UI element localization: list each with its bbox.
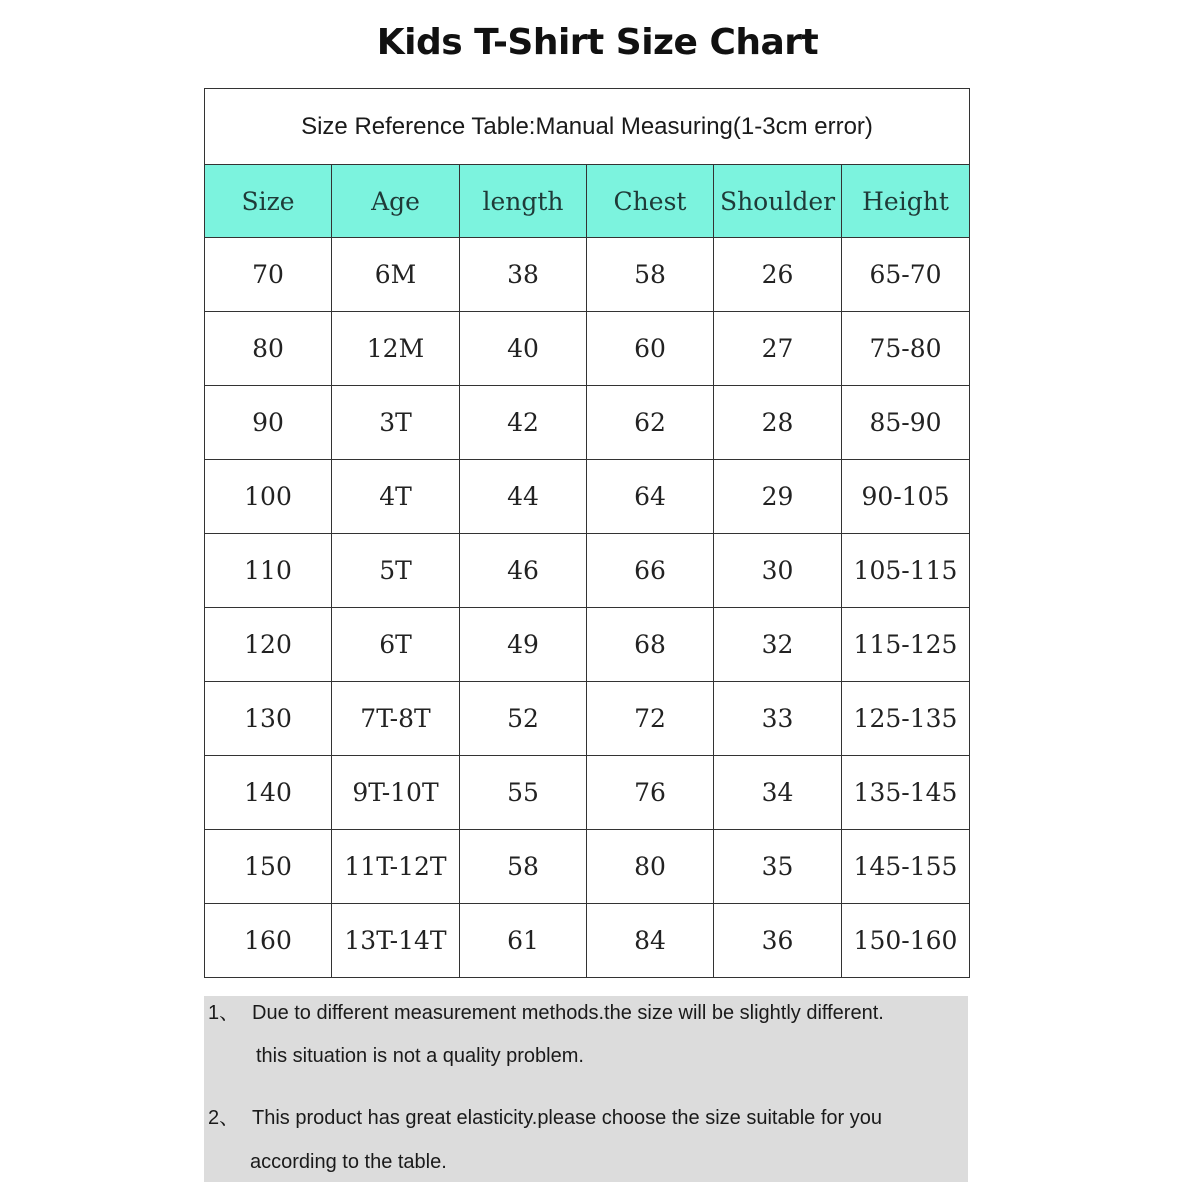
cell-length: 49 bbox=[460, 608, 587, 682]
cell-length: 44 bbox=[460, 460, 587, 534]
cell-size: 70 bbox=[205, 238, 332, 312]
cell-size: 160 bbox=[205, 904, 332, 978]
note-1-line-2: this situation is not a quality problem. bbox=[256, 1045, 584, 1067]
column-header-shoulder: Shoulder bbox=[714, 165, 842, 238]
note-1-number: 1、 bbox=[208, 1002, 240, 1024]
cell-chest: 76 bbox=[587, 756, 714, 830]
cell-height: 115-125 bbox=[842, 608, 970, 682]
cell-size: 80 bbox=[205, 312, 332, 386]
cell-shoulder: 36 bbox=[714, 904, 842, 978]
cell-length: 42 bbox=[460, 386, 587, 460]
cell-age: 4T bbox=[332, 460, 460, 534]
cell-shoulder: 30 bbox=[714, 534, 842, 608]
table-row bbox=[205, 238, 970, 312]
cell-length: 55 bbox=[460, 756, 587, 830]
cell-length: 58 bbox=[460, 830, 587, 904]
cell-height: 65-70 bbox=[842, 238, 970, 312]
cell-chest: 72 bbox=[587, 682, 714, 756]
cell-chest: 68 bbox=[587, 608, 714, 682]
cell-length: 61 bbox=[460, 904, 587, 978]
table-row bbox=[205, 830, 970, 904]
cell-size: 110 bbox=[205, 534, 332, 608]
note-1-text: Due to different measurement methods.the size will be slightly different. bbox=[252, 1002, 884, 1024]
table-row bbox=[205, 756, 970, 830]
cell-shoulder: 32 bbox=[714, 608, 842, 682]
cell-age: 6T bbox=[332, 608, 460, 682]
note-2-line-2: according to the table. bbox=[250, 1151, 447, 1173]
cell-height: 125-135 bbox=[842, 682, 970, 756]
cell-chest: 62 bbox=[587, 386, 714, 460]
cell-age: 9T-10T bbox=[332, 756, 460, 830]
cell-shoulder: 33 bbox=[714, 682, 842, 756]
table-row bbox=[205, 682, 970, 756]
cell-chest: 58 bbox=[587, 238, 714, 312]
column-header-size: Size bbox=[205, 165, 332, 238]
size-table bbox=[204, 88, 970, 978]
table-row bbox=[205, 608, 970, 682]
note-2-number: 2、 bbox=[208, 1107, 240, 1129]
cell-shoulder: 29 bbox=[714, 460, 842, 534]
notes-panel bbox=[204, 996, 968, 1182]
table-row bbox=[205, 312, 970, 386]
table-caption: Size Reference Table:Manual Measuring(1-3cm error) bbox=[205, 89, 970, 165]
cell-chest: 84 bbox=[587, 904, 714, 978]
cell-chest: 66 bbox=[587, 534, 714, 608]
cell-age: 11T-12T bbox=[332, 830, 460, 904]
cell-size: 120 bbox=[205, 608, 332, 682]
cell-shoulder: 35 bbox=[714, 830, 842, 904]
column-header-height: Height bbox=[842, 165, 970, 238]
cell-height: 145-155 bbox=[842, 830, 970, 904]
cell-height: 90-105 bbox=[842, 460, 970, 534]
note-1-line-1 bbox=[208, 996, 884, 1025]
table-row bbox=[205, 534, 970, 608]
cell-height: 85-90 bbox=[842, 386, 970, 460]
page-title: Kids T-Shirt Size Chart bbox=[376, 22, 819, 63]
cell-length: 40 bbox=[460, 312, 587, 386]
table-row bbox=[205, 460, 970, 534]
note-2-text: This product has great elasticity.please choose the size suitable for you bbox=[252, 1107, 882, 1129]
cell-age: 3T bbox=[332, 386, 460, 460]
cell-length: 46 bbox=[460, 534, 587, 608]
column-header-length: length bbox=[460, 165, 587, 238]
cell-shoulder: 27 bbox=[714, 312, 842, 386]
table-header-row bbox=[205, 165, 970, 238]
cell-chest: 80 bbox=[587, 830, 714, 904]
cell-shoulder: 28 bbox=[714, 386, 842, 460]
cell-length: 52 bbox=[460, 682, 587, 756]
column-header-age: Age bbox=[332, 165, 460, 238]
cell-shoulder: 34 bbox=[714, 756, 842, 830]
cell-length: 38 bbox=[460, 238, 587, 312]
cell-age: 7T-8T bbox=[332, 682, 460, 756]
cell-height: 135-145 bbox=[842, 756, 970, 830]
cell-size: 130 bbox=[205, 682, 332, 756]
cell-chest: 64 bbox=[587, 460, 714, 534]
cell-size: 140 bbox=[205, 756, 332, 830]
note-2-line-1 bbox=[208, 1101, 882, 1130]
cell-age: 12M bbox=[332, 312, 460, 386]
cell-age: 13T-14T bbox=[332, 904, 460, 978]
column-header-chest: Chest bbox=[587, 165, 714, 238]
cell-size: 100 bbox=[205, 460, 332, 534]
cell-height: 105-115 bbox=[842, 534, 970, 608]
table-row bbox=[205, 904, 970, 978]
cell-height: 150-160 bbox=[842, 904, 970, 978]
cell-size: 150 bbox=[205, 830, 332, 904]
cell-age: 6M bbox=[332, 238, 460, 312]
cell-height: 75-80 bbox=[842, 312, 970, 386]
cell-age: 5T bbox=[332, 534, 460, 608]
cell-size: 90 bbox=[205, 386, 332, 460]
cell-shoulder: 26 bbox=[714, 238, 842, 312]
table-row bbox=[205, 386, 970, 460]
cell-chest: 60 bbox=[587, 312, 714, 386]
